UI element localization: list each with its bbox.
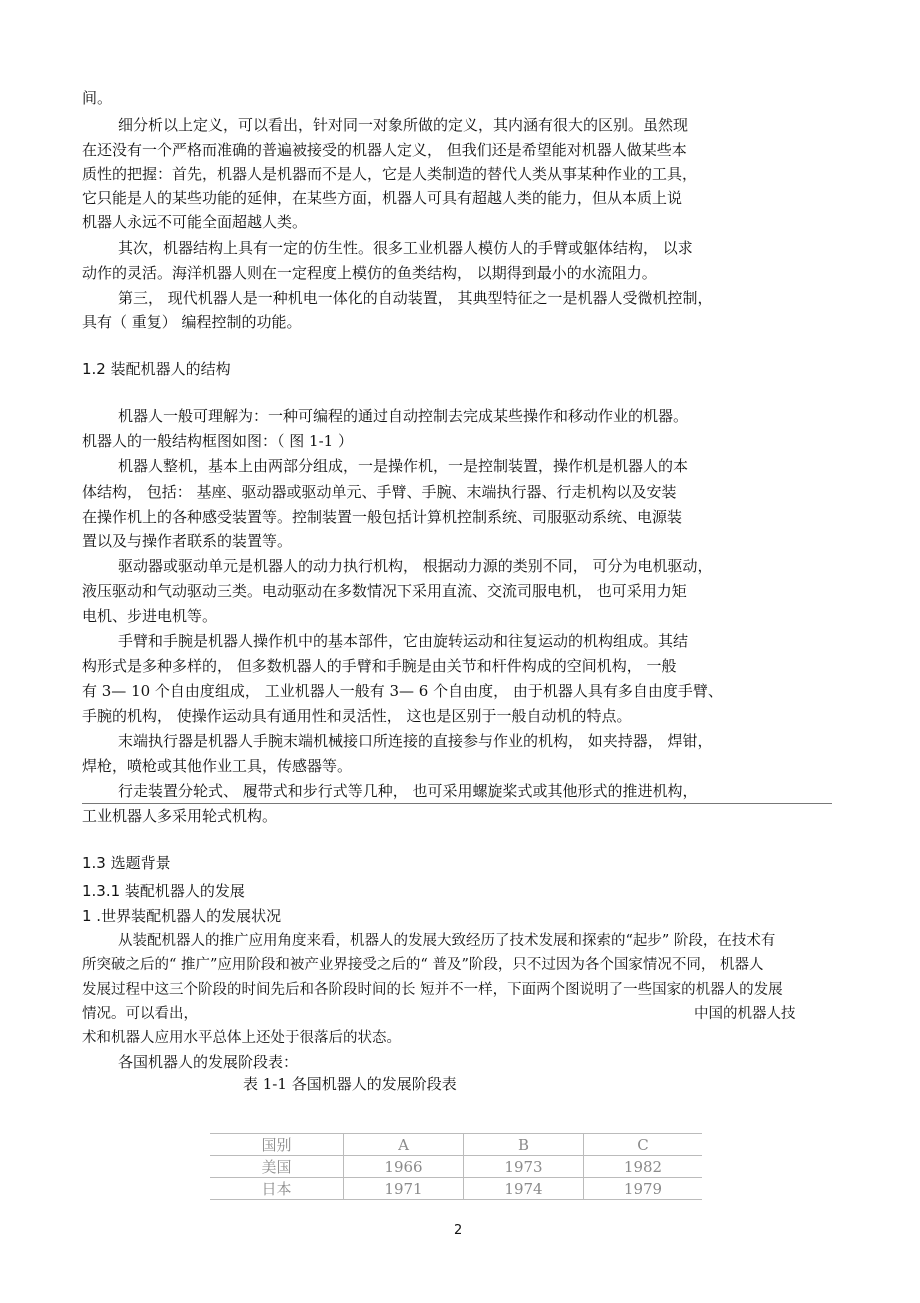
- table-cell: 1982: [584, 1156, 703, 1178]
- body-line: 第三， 现代机器人是一种机电一体化的自动装置， 其典型特征之一是机器人受微机控制，: [118, 289, 713, 307]
- table-header-row: [210, 1134, 702, 1156]
- table-cell: 1966: [344, 1156, 464, 1178]
- page-number: 2: [454, 1223, 463, 1238]
- development-stage-table: [210, 1133, 702, 1200]
- body-line: 机器人整机，基本上由两部分组成，一是操作机，一是控制装置，操作机是机器人的本: [118, 457, 689, 475]
- section-heading: 1.2 装配机器人的结构: [82, 360, 231, 378]
- body-line: 术和机器人应用水平总体上还处于很落后的状态。: [82, 1030, 401, 1046]
- body-line: 体结构， 包括： 基座、驱动器或驱动单元、手臂、手腕、末端执行器、行走机构以及安装: [82, 483, 677, 501]
- body-line: 机器人永远不可能全面超越人类。: [82, 213, 308, 231]
- table-row: [210, 1156, 702, 1178]
- table-row: [210, 1178, 702, 1200]
- body-line: 焊枪，喷枪或其他作业工具，传感器等。: [82, 757, 353, 775]
- table-cell: B: [464, 1134, 584, 1156]
- body-line: 机器人的一般结构框图如图：（ 图 1-1 ）: [82, 432, 353, 450]
- body-line: 行走装置分轮式、 履带式和步行式等几种， 也可采用螺旋桨式或其他形式的推进机构，: [118, 782, 698, 800]
- table-cell: 国别: [261, 1136, 292, 1154]
- body-line: 工业机器人多采用轮式机构。: [82, 807, 278, 825]
- body-line: 质性的把握：首先，机器人是机器而不是人，它是人类制造的替代人类从事某种作业的工具，: [82, 165, 698, 183]
- body-line: 有 3— 10 个自由度组成， 工业机器人一般有 3— 6 个自由度， 由于机器人具有多自由度手臂、: [82, 682, 723, 700]
- body-line: 手腕的机构， 使操作运动具有通用性和灵活性， 这也是区别于一般自动机的特点。: [82, 707, 632, 725]
- table-cell: C: [584, 1134, 703, 1156]
- body-line: 其次，机器结构上具有一定的仿生性。很多工业机器人模仿人的手臂或躯体结构， 以求: [118, 239, 693, 257]
- body-line: 间。: [82, 89, 113, 107]
- section-heading: 1.3 选题背景: [82, 854, 171, 872]
- body-line: 各国机器人的发展阶段表：: [118, 1053, 299, 1071]
- table-cell: A: [344, 1134, 464, 1156]
- body-line: 情况。可以看出，: [82, 1006, 198, 1022]
- table-cell: 1974: [464, 1178, 584, 1200]
- body-line: 置以及与操作者联系的装置等。: [82, 532, 293, 550]
- body-line: 在还没有一个严格而准确的普遍被接受的机器人定义， 但我们还是希望能对机器人做某些本: [82, 141, 687, 159]
- body-line: 末端执行器是机器人手腕末端机械接口所连接的直接参与作业的机构， 如夹持器， 焊钳，: [118, 732, 713, 750]
- list-heading: 1 .世界装配机器人的发展状况: [82, 907, 282, 925]
- body-line: 在操作机上的各种感受装置等。控制装置一般包括计算机控制系统、司服驱动系统、电源装: [82, 508, 683, 526]
- body-line: 驱动器或驱动单元是机器人的动力执行机构， 根据动力源的类别不同， 可分为电机驱动，: [118, 557, 713, 575]
- body-line: 构形式是多种多样的， 但多数机器人的手臂和手腕是由关节和杆件构成的空间机构， 一般: [82, 657, 677, 675]
- table-cell: 1979: [584, 1178, 703, 1200]
- table-cell: 美国: [261, 1158, 292, 1176]
- body-line: 具有（ 重复） 编程控制的功能。: [82, 313, 302, 331]
- body-line: 细分析以上定义，可以看出，针对同一对象所做的定义，其内涵有很大的区别。虽然现: [118, 116, 689, 134]
- horizontal-rule: [82, 803, 832, 804]
- table-cell: 日本: [261, 1180, 292, 1198]
- body-line: 中国的机器人技: [694, 1006, 796, 1022]
- body-line: 它只能是人的某些功能的延伸，在某些方面，机器人可具有超越人类的能力，但从本质上说: [82, 189, 683, 207]
- body-line: 从装配机器人的推广应用角度来看，机器人的发展大致经历了技术发展和探索的“起步” 阶段，在技术有: [118, 933, 776, 949]
- body-line: 机器人一般可理解为：一种可编程的通过自动控制去完成某些操作和移动作业的机器。: [118, 407, 689, 425]
- body-line: 电机、步进电机等。: [82, 607, 218, 625]
- table-cell: 1971: [344, 1178, 464, 1200]
- table-caption: 表 1-1 各国机器人的发展阶段表: [243, 1075, 457, 1093]
- body-line: 手臂和手腕是机器人操作机中的基本部件，它由旋转运动和往复运动的机构组成。其结: [118, 632, 689, 650]
- subsection-heading: 1.3.1 装配机器人的发展: [82, 882, 245, 900]
- body-line: 液压驱动和气动驱动三类。电动驱动在多数情况下采用直流、交流司服电机， 也可采用力矩: [82, 582, 687, 600]
- body-line: 所突破之后的“ 推广”应用阶段和被产业界接受之后的“ 普及”阶段，只不过因为各个国家情况不同， 机器人: [82, 957, 764, 973]
- body-line: 发展过程中这三个阶段的时间先后和各阶段时间的长 短并不一样，下面两个图说明了一些国家的机器人的发展: [82, 982, 783, 998]
- body-line: 动作的灵活。海洋机器人则在一定程度上模仿的鱼类结构， 以期得到最小的水流阻力。: [82, 264, 657, 282]
- table-cell: 1973: [464, 1156, 584, 1178]
